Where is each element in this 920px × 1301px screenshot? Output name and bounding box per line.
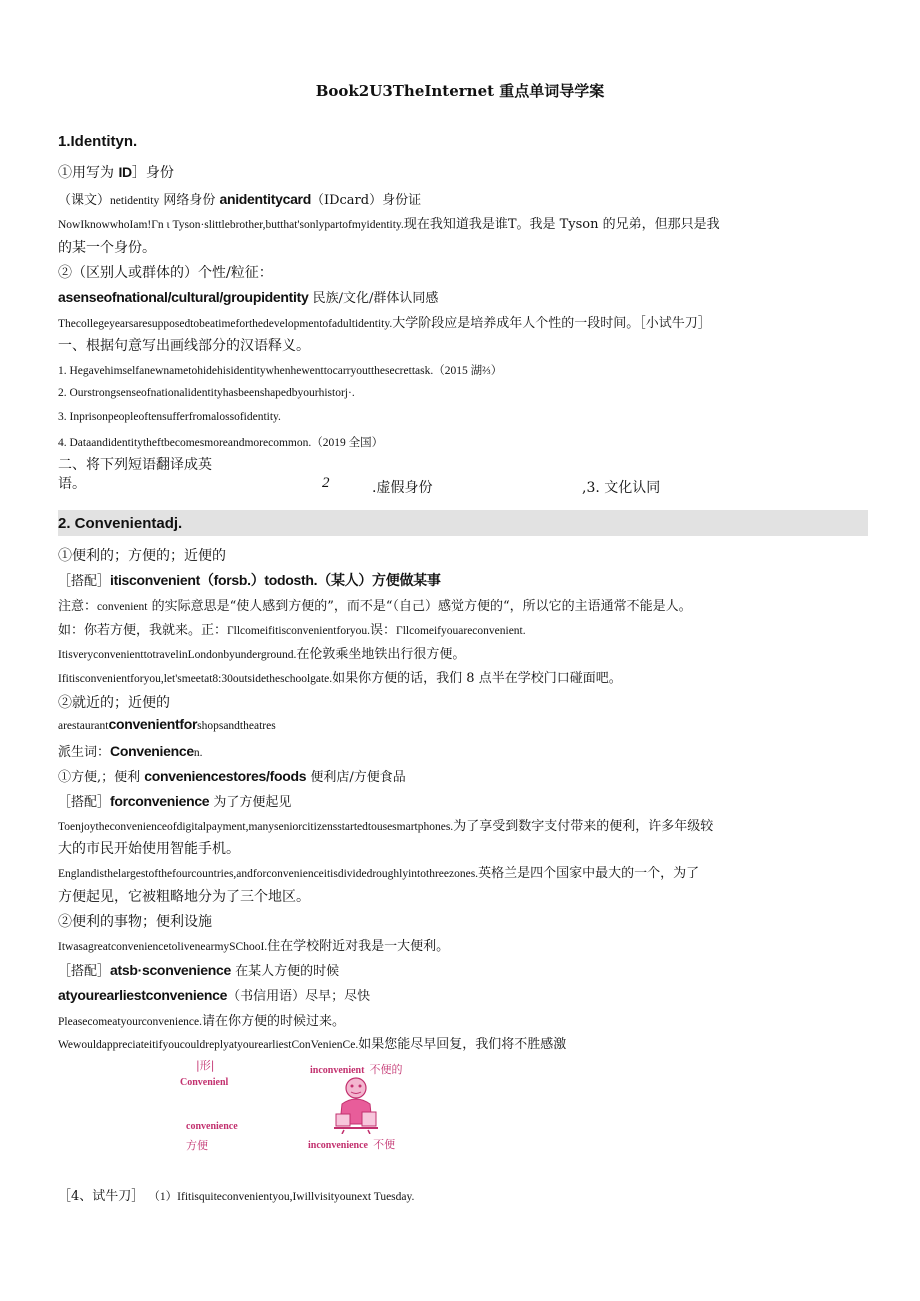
s2-line-16: ②便利的事物；便利设施	[58, 914, 212, 930]
s2-line-14: Englandisthelargestofthefourcountries,andforconvenienceitisdividedroughlyintothreezones.英格兰是四个国家中最大的一个，为了	[58, 866, 700, 881]
s2-line-10: ①方便,；便利 conveniencestores/foods 便利店/方便食品	[58, 768, 406, 785]
s2-line-2: ［搭配］itisconvenient（forsb.）todosth.（某人）方便做某事	[58, 572, 441, 589]
s2-line-1: ①便利的；方便的；近便的	[58, 548, 226, 564]
cartoon-figure-icon	[328, 1074, 384, 1134]
exercise-2-line: 语。	[58, 476, 86, 492]
diagram-inconvenient: inconvenient 不便的	[310, 1063, 403, 1076]
s2-line-19: atyourearliestconvenience（书信用语）尽早；尽快	[58, 987, 371, 1004]
page-title: Book2U3TheInternet 重点单词导学案	[315, 82, 605, 100]
s1-line-6: asenseofnational/cultural/groupidentity 民族/文化/群体认同感	[58, 289, 439, 306]
s1-line-2: （课文）netidentity 网络身份 anidentitycard（IDcard）身份证	[58, 191, 422, 208]
diagram-convenience: convenience	[186, 1121, 238, 1132]
exercise-2-phrase-3: ,3. 文化认同	[582, 480, 661, 496]
practice-line: ［4、试牛刀］ （1）Ifitisquiteconvenientyou,Iwillvisityounext Tuesday.	[58, 1189, 415, 1204]
s1-line-4: 的某一个身份。	[58, 240, 156, 256]
exercise-1-item: 3. Inprisonpeopleoftensufferfromalossofidentity.	[58, 411, 281, 423]
s1-line-3: NowIknowwhoIam!Γn ι Tyson·slittlebrother,butthat'sonlypartofmyidentity.现在我知道我是谁T。我是 Tyson 的兄弟，但那只是我	[58, 217, 720, 232]
section-2-heading: 2. Convenientadj.	[58, 515, 183, 532]
s2-line-6: Ifitisconvenientforyou,let'smeetat8:30outsidetheschoolgate.如果你方便的话，我们 8 点半在学校门口碰面吧。	[58, 671, 622, 686]
s2-line-15: 方便起见，它被粗略地分为了三个地区。	[58, 889, 310, 905]
exercise-1-title: 一、根据句意写出画线部分的汉语释义。	[58, 338, 310, 354]
section-1-heading: 1.Identityn.	[58, 133, 138, 150]
diagram-fangbian: 方便	[186, 1139, 208, 1152]
s1-line-1: ①用写为 ID］身份	[58, 164, 174, 181]
s2-line-3: 注意：convenient 的实际意思是“使人感到方便的”，而不是“（自己）感觉方便的“，所以它的主语通常不能是人。	[58, 599, 692, 614]
s2-line-20: Pleasecomeatyourconvenience.请在你方便的时候过来。	[58, 1014, 346, 1029]
exercise-1-item: 4. Dataandidentitytheftbecomesmoreandmorecommon.（2019 全国）	[58, 437, 384, 449]
s2-line-9: 派生词：Conveniencen.	[58, 743, 203, 760]
s2-line-4: 如：你若方便，我就来。正：Γllcomeifitisconvenientforyou.误：Γllcomeifyouareconvenient.	[58, 623, 526, 638]
s2-line-17: ItwasagreatconveniencetolivenearmySChooI.住在学校附近对我是一大便利。	[58, 939, 450, 954]
exercise-2-num: 2	[322, 475, 330, 491]
exercise-1-item: 2. Ourstrongsenseofnationalidentityhasbeenshapedbyourhistorj·.	[58, 387, 355, 399]
exercise-2-phrase-2: .虚假身份	[372, 480, 433, 496]
s2-line-8: arestaurantconvenientforshopsandtheatres	[58, 716, 276, 732]
exercise-1-item: 1. Hegavehimselfanewnametohidehisidentitywhenhewenttocarryoutthesecrettask.（2015 湖⅔）	[58, 365, 503, 377]
s2-line-18: ［搭配］atsb·sconvenience 在某人方便的时候	[58, 962, 340, 979]
diagram-inconvenience: inconvenience 不便	[308, 1138, 396, 1151]
diagram-convenient: Convenienl	[180, 1077, 229, 1088]
s2-line-7: ②就近的；近便的	[58, 695, 170, 711]
s2-line-5: ItisveryconvenienttotravelinLondonbyunderground.在伦敦乘坐地铁出行很方便。	[58, 647, 466, 662]
exercise-2-title: 二、将下列短语翻译成英	[58, 457, 212, 473]
s2-line-11: ［搭配］forconvenience 为了方便起见	[58, 793, 292, 810]
diagram-label-xing: |形|	[196, 1059, 215, 1072]
s2-line-13: 大的市民开始使用智能手机。	[58, 841, 240, 857]
s2-line-21: WewouldappreciateitifyoucouldreplyatyourearliestConVenienCe.如果您能尽早回复，我们将不胜感激	[58, 1037, 567, 1052]
s2-line-12: Toenjoytheconvenienceofdigitalpayment,manyseniorcitizensstartedtousesmartphones.为了享受到数字支付带来的便利，许多年级较	[58, 819, 714, 834]
s1-line-7: Thecollegeyearsaresupposedtobeatimeforthedevelopmentofadultidentity.大学阶段应是培养成年人个性的一段时间。［小试牛刀］	[58, 316, 711, 331]
s1-line-5: ②（区别人或群体的）个性/粒征：	[58, 265, 273, 281]
